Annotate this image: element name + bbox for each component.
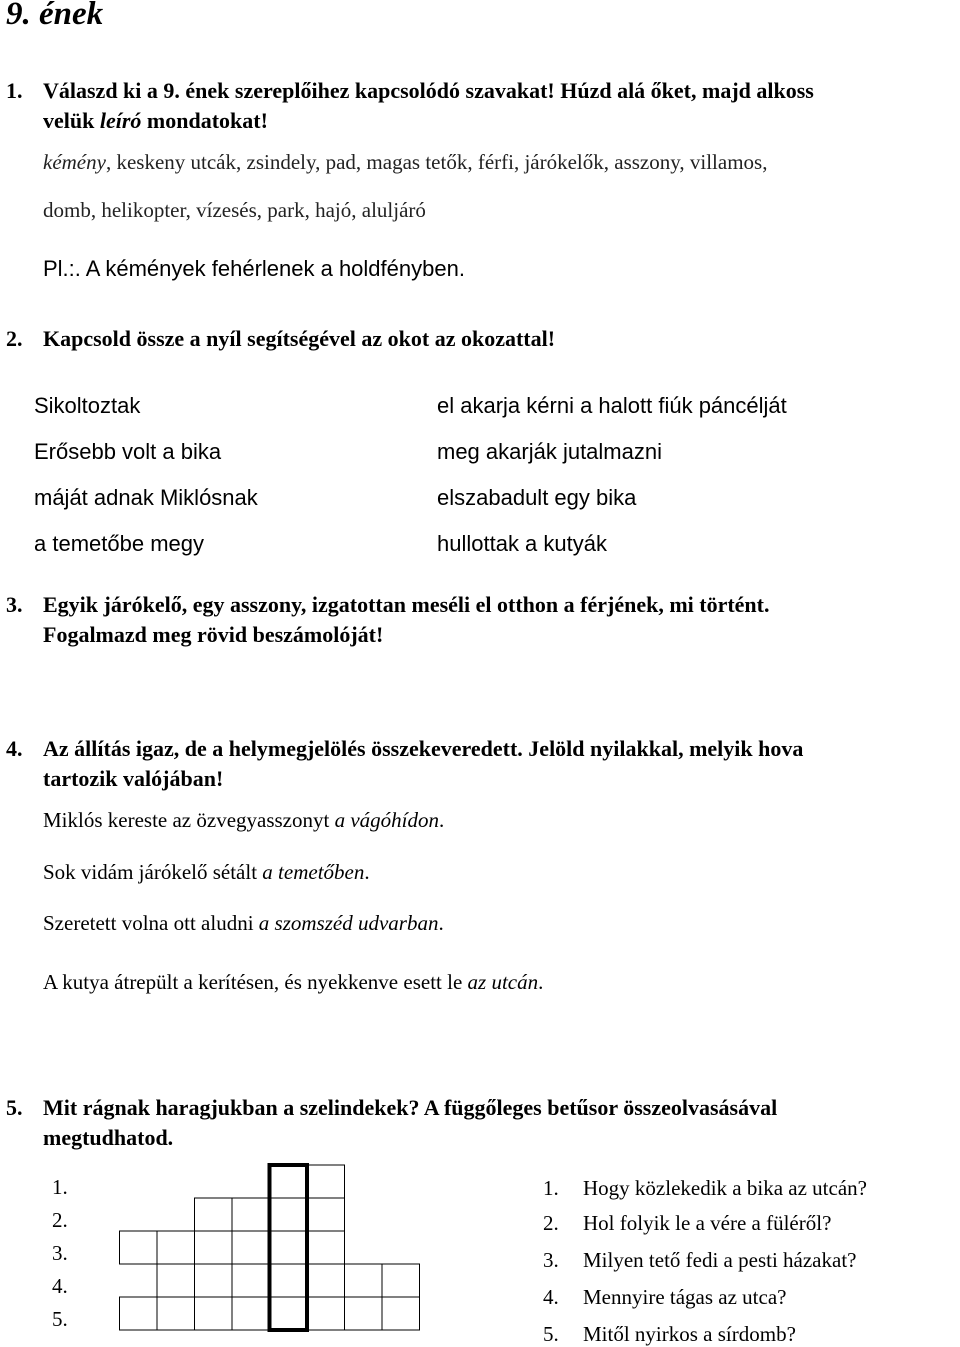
task-3-instruction-line2: Fogalmazd meg rövid beszámolóját! <box>43 622 384 647</box>
cause-item[interactable]: máját adnak Miklósnak <box>34 485 258 510</box>
crossword-cell[interactable] <box>232 1264 270 1297</box>
clue-number: 4. <box>543 1285 559 1309</box>
clue-text: Hogy közlekedik a bika az utcán? <box>583 1176 867 1200</box>
task-2-number: 2. <box>6 326 23 351</box>
example-sentence: Pl.:. A kémények fehérlenek a holdfényben. <box>43 256 465 281</box>
task-4-number: 4. <box>6 736 23 761</box>
clue-number: 1. <box>543 1176 559 1200</box>
task-5-instruction-line2: megtudhatod. <box>43 1125 174 1150</box>
clue-number: 3. <box>543 1248 559 1272</box>
task-1-instruction-line1: Válaszd ki a 9. ének szereplőihez kapcsolódó szavakat! Húzd alá őket, majd alkoss <box>43 78 814 103</box>
location-phrase[interactable]: az utcán <box>467 970 539 994</box>
statement: Miklós kereste az özvegyasszonyt a vágóhídon. <box>43 808 445 832</box>
crossword-cell[interactable] <box>345 1264 383 1297</box>
task-3-number: 3. <box>6 592 23 617</box>
crossword-cell[interactable] <box>232 1231 270 1264</box>
clue-text: Milyen tető fedi a pesti házakat? <box>583 1248 857 1272</box>
crossword-cell[interactable] <box>120 1231 158 1264</box>
clue-text: Mitől nyirkos a sírdomb? <box>583 1322 796 1346</box>
effect-item[interactable]: hullottak a kutyák <box>437 531 607 556</box>
effect-item[interactable]: el akarja kérni a halott fiúk páncélját <box>437 393 787 418</box>
statement: Sok vidám járókelő sétált a temetőben. <box>43 860 370 884</box>
crossword-cell[interactable] <box>270 1231 308 1264</box>
crossword-cell[interactable] <box>345 1297 383 1330</box>
clue-number: 2. <box>543 1211 559 1235</box>
crossword-cell[interactable] <box>270 1264 308 1297</box>
location-phrase[interactable]: a vágóhídon <box>334 808 439 832</box>
cause-item[interactable]: a temetőbe megy <box>34 531 204 556</box>
crossword-cell[interactable] <box>195 1297 233 1330</box>
crossword-cell[interactable] <box>307 1231 345 1264</box>
crossword-cell[interactable] <box>307 1297 345 1330</box>
crossword-cell[interactable] <box>307 1165 345 1198</box>
crossword-row-number: 2. <box>52 1208 68 1232</box>
cause-item[interactable]: Sikoltoztak <box>34 393 141 418</box>
crossword-row-number: 3. <box>52 1241 68 1265</box>
crossword-row-number: 5. <box>52 1307 68 1331</box>
crossword-row-number: 4. <box>52 1274 68 1298</box>
task-4-instruction-line1: Az állítás igaz, de a helymegjelölés összekeveredett. Jelöld nyilakkal, melyik hova <box>43 736 804 761</box>
crossword-cell[interactable] <box>382 1297 420 1330</box>
word-list-line1: kémény, keskeny utcák, zsindely, pad, magas tetők, férfi, járókelők, asszony, villamos, <box>43 150 768 174</box>
crossword-cell[interactable] <box>307 1198 345 1231</box>
statement: Szeretett volna ott aludni a szomszéd udvarban. <box>43 911 444 935</box>
clue-text: Hol folyik le a vére a füléről? <box>583 1211 832 1235</box>
crossword-cell[interactable] <box>232 1198 270 1231</box>
crossword-cell[interactable] <box>157 1231 195 1264</box>
task-5-instruction-line1: Mit rágnak haragjukban a szelindekek? A függőleges betűsor összeolvasásával <box>43 1095 778 1120</box>
word-list-line2: domb, helikopter, vízesés, park, hajó, aluljáró <box>43 198 426 222</box>
statement: A kutya átrepült a kerítésen, és nyekkenve esett le az utcán. <box>43 970 544 994</box>
crossword-cell[interactable] <box>270 1165 308 1198</box>
clue-number: 5. <box>543 1322 559 1346</box>
clue-text: Mennyire tágas az utca? <box>583 1285 787 1309</box>
task-1-number: 1. <box>6 78 23 103</box>
task-4-instruction-line2: tartozik valójában! <box>43 766 224 791</box>
task-2-instruction: Kapcsold össze a nyíl segítségével az okot az okozattal! <box>43 326 556 351</box>
crossword-cell[interactable] <box>157 1264 195 1297</box>
crossword-cell[interactable] <box>195 1198 233 1231</box>
task-5-number: 5. <box>6 1095 23 1120</box>
crossword-row-number: 1. <box>52 1175 68 1199</box>
crossword-cell[interactable] <box>120 1297 158 1330</box>
location-phrase[interactable]: a temetőben <box>262 860 365 884</box>
crossword-cell[interactable] <box>307 1264 345 1297</box>
cause-item[interactable]: Erősebb volt a bika <box>34 439 222 464</box>
crossword-cell[interactable] <box>232 1297 270 1330</box>
crossword-cell[interactable] <box>270 1198 308 1231</box>
crossword-cell[interactable] <box>157 1297 195 1330</box>
crossword-cell[interactable] <box>382 1264 420 1297</box>
crossword-cell[interactable] <box>195 1264 233 1297</box>
crossword-cell[interactable] <box>195 1231 233 1264</box>
effect-item[interactable]: meg akarják jutalmazni <box>437 439 662 464</box>
crossword-cell[interactable] <box>270 1297 308 1330</box>
page-title: 9. ének <box>6 0 104 32</box>
task-1-instruction-line2: velük leíró mondatokat! <box>43 108 268 133</box>
effect-item[interactable]: elszabadult egy bika <box>437 485 637 510</box>
location-phrase[interactable]: a szomszéd udvarban <box>258 911 439 935</box>
task-3-instruction-line1: Egyik járókelő, egy asszony, izgatottan meséli el otthon a férjének, mi történt. <box>43 592 770 617</box>
